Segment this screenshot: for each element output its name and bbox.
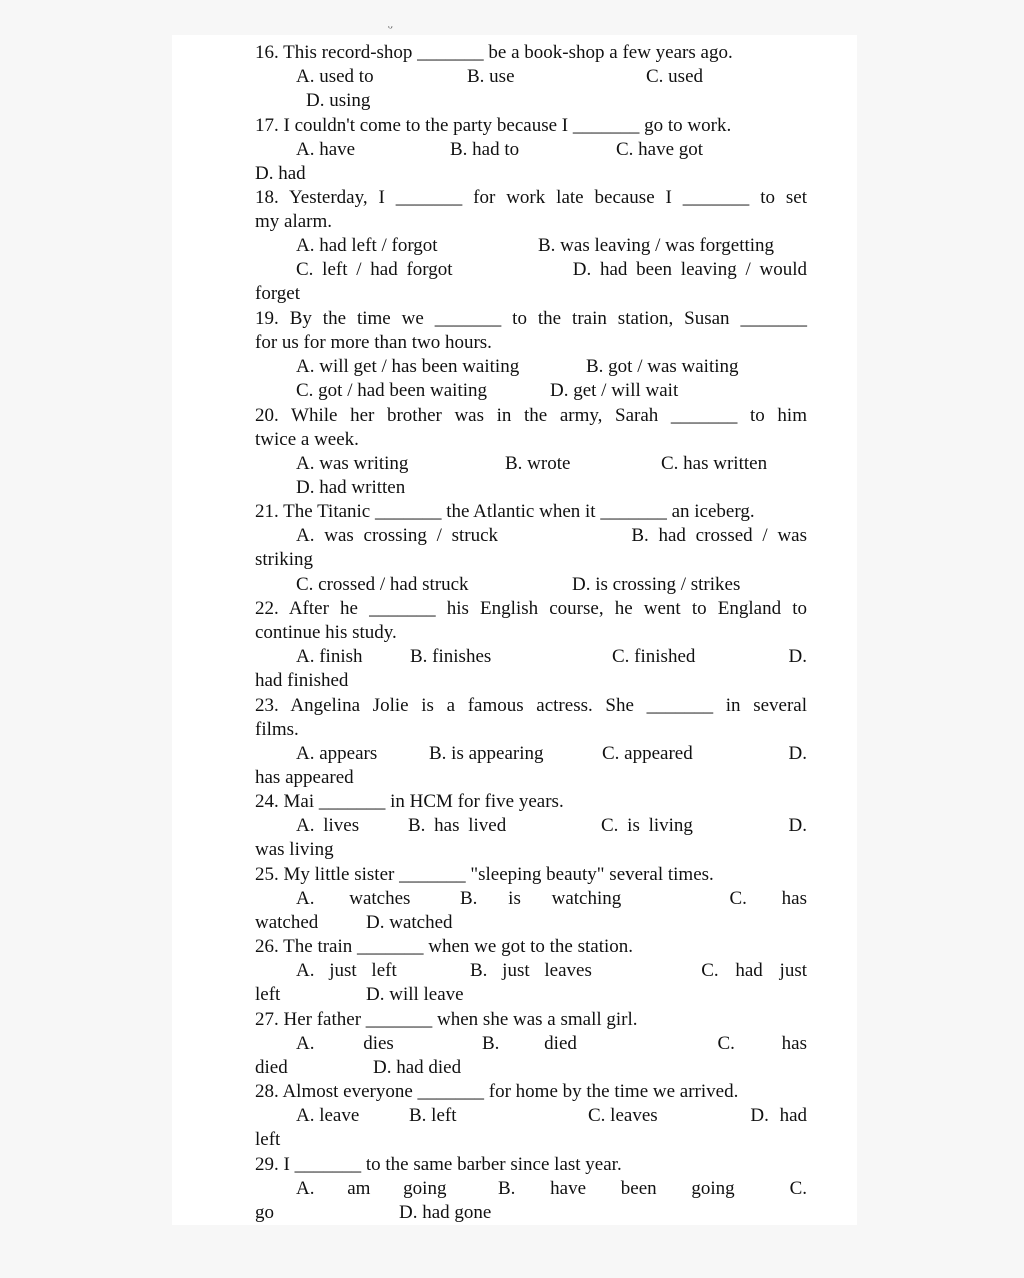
option-23-d-cont: has appeared	[255, 767, 354, 788]
option-24-b[interactable]: B. has lived	[408, 815, 507, 836]
option-28-d[interactable]: D. had	[750, 1105, 807, 1126]
option-25-a[interactable]: A. watches	[296, 888, 411, 909]
question-25-stem: 25. My little sister _______ "sleeping beauty" several times.	[255, 864, 714, 885]
option-19-d[interactable]: D. get / will wait	[550, 380, 679, 401]
option-29-c[interactable]: C.	[789, 1178, 807, 1199]
option-24-d-cont: was living	[255, 839, 334, 860]
option-20-b[interactable]: B. wrote	[505, 453, 571, 474]
option-16-b[interactable]: B. use	[467, 66, 515, 87]
option-17-d[interactable]: D. had	[255, 163, 306, 184]
question-22-stem: 22. After he _______ his English course, he went to England to	[255, 598, 807, 619]
option-21-a[interactable]: A. was crossing / struck	[296, 525, 499, 546]
option-19-a[interactable]: A. will get / has been waiting	[296, 356, 520, 377]
option-23-b[interactable]: B. is appearing	[429, 743, 544, 764]
option-27-c[interactable]: C. has	[717, 1033, 807, 1054]
option-24-a[interactable]: A. lives	[296, 815, 360, 836]
question-24-stem: 24. Mai _______ in HCM for five years.	[255, 791, 564, 812]
question-17-stem: 17. I couldn't come to the party because I _______ go to work.	[255, 115, 732, 136]
question-20-stem: 20. While her brother was in the army, Sarah _______ to him	[255, 405, 807, 426]
option-21-d[interactable]: D. is crossing / strikes	[572, 574, 741, 595]
option-18-a[interactable]: A. had left / forgot	[296, 235, 438, 256]
option-17-c[interactable]: C. have got	[616, 139, 704, 160]
question-20-stem-cont: twice a week.	[255, 429, 359, 450]
option-28-d-cont: left	[255, 1129, 281, 1150]
option-16-d[interactable]: D. using	[306, 90, 371, 111]
option-22-a[interactable]: A. finish	[296, 646, 363, 667]
question-28-stem: 28. Almost everyone _______ for home by the time we arrived.	[255, 1081, 739, 1102]
question-19-stem: 19. By the time we _______ to the train station, Susan _______	[255, 308, 807, 329]
option-29-c-cont: go	[255, 1202, 274, 1223]
option-27-a[interactable]: A. dies	[296, 1033, 394, 1054]
option-28-a[interactable]: A. leave	[296, 1105, 360, 1126]
option-17-b[interactable]: B. had to	[450, 139, 520, 160]
question-21-stem: 21. The Titanic _______ the Atlantic when it _______ an iceberg.	[255, 501, 755, 522]
question-27-stem: 27. Her father _______ when she was a small girl.	[255, 1009, 638, 1030]
option-25-b[interactable]: B. is watching	[460, 888, 622, 909]
option-26-a[interactable]: A. just left	[296, 960, 397, 981]
option-20-c[interactable]: C. has written	[661, 453, 768, 474]
option-20-a[interactable]: A. was writing	[296, 453, 409, 474]
option-23-d[interactable]: D.	[788, 743, 807, 764]
question-18-stem-cont: my alarm.	[255, 211, 333, 232]
option-16-a[interactable]: A. used to	[296, 66, 374, 87]
option-24-c[interactable]: C. is living	[601, 815, 693, 836]
option-19-c[interactable]: C. got / had been waiting	[296, 380, 488, 401]
option-29-d[interactable]: D. had gone	[399, 1202, 492, 1223]
option-27-c-cont: died	[255, 1057, 288, 1078]
option-21-b-cont: striking	[255, 549, 314, 570]
option-22-d[interactable]: D.	[788, 646, 807, 667]
question-23-stem-cont: films.	[255, 719, 299, 740]
question-16-stem: 16. This record-shop _______ be a book-shop a few years ago.	[255, 42, 733, 63]
option-25-c-cont: watched	[255, 912, 319, 933]
option-26-c[interactable]: C. had just	[701, 960, 807, 981]
option-26-c-cont: left	[255, 984, 281, 1005]
question-29-stem: 29. I _______ to the same barber since last year.	[255, 1154, 622, 1175]
option-25-c[interactable]: C. has	[729, 888, 807, 909]
option-18-d-cont: forget	[255, 283, 301, 304]
option-29-b[interactable]: B. have been going	[498, 1178, 735, 1199]
option-21-b[interactable]: B. had crossed / was	[631, 525, 807, 546]
option-18-b[interactable]: B. was leaving / was forgetting	[538, 235, 775, 256]
option-24-d[interactable]: D.	[788, 815, 807, 836]
option-27-b[interactable]: B. died	[482, 1033, 577, 1054]
option-28-c[interactable]: C. leaves	[588, 1105, 658, 1126]
option-28-b[interactable]: B. left	[409, 1105, 457, 1126]
option-22-b[interactable]: B. finishes	[410, 646, 492, 667]
option-23-a[interactable]: A. appears	[296, 743, 378, 764]
option-26-b[interactable]: B. just leaves	[470, 960, 592, 981]
option-21-c[interactable]: C. crossed / had struck	[296, 574, 469, 595]
option-18-c[interactable]: C. left / had forgot	[296, 259, 453, 280]
option-22-c[interactable]: C. finished	[612, 646, 696, 667]
question-19-stem-cont: for us for more than two hours.	[255, 332, 492, 353]
option-19-b[interactable]: B. got / was waiting	[586, 356, 739, 377]
option-17-a[interactable]: A. have	[296, 139, 356, 160]
option-25-d[interactable]: D. watched	[366, 912, 453, 933]
option-26-d[interactable]: D. will leave	[366, 984, 464, 1005]
option-23-c[interactable]: C. appeared	[602, 743, 693, 764]
question-23-stem: 23. Angelina Jolie is a famous actress. She _______ in several	[255, 695, 807, 716]
option-20-d[interactable]: D. had written	[296, 477, 406, 498]
option-29-a[interactable]: A. am going	[296, 1178, 447, 1199]
worksheet-page	[172, 20, 857, 1225]
question-18-stem: 18. Yesterday, I _______ for work late because I _______ to set	[255, 187, 807, 208]
option-18-d[interactable]: D. had been leaving / would	[572, 259, 807, 280]
option-27-d[interactable]: D. had died	[373, 1057, 462, 1078]
question-22-stem-cont: continue his study.	[255, 622, 397, 643]
question-26-stem: 26. The train _______ when we got to the station.	[255, 936, 634, 957]
option-22-d-cont: had finished	[255, 670, 349, 691]
cut-off-text-mark: ᵕ	[388, 20, 393, 37]
option-16-c[interactable]: C. used	[646, 66, 703, 87]
